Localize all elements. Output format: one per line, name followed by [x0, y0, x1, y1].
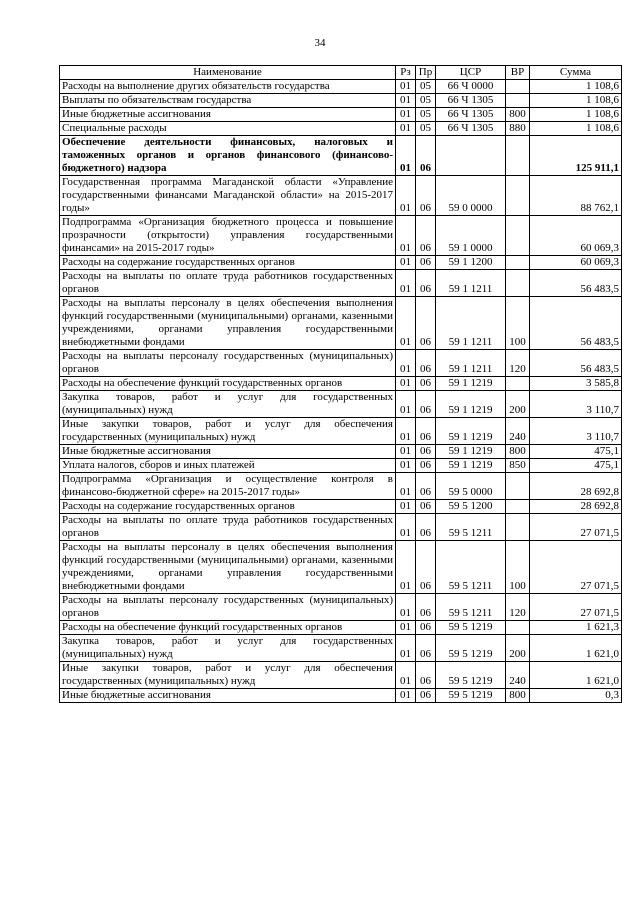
table-row [60, 80, 622, 94]
table-row [60, 391, 622, 418]
cell-pr: 06 [416, 297, 436, 350]
cell-sum: 60 069,3 [530, 216, 622, 256]
cell-pr: 06 [416, 256, 436, 270]
cell-name: Расходы на выплаты по оплате труда работников государственных органов [60, 270, 396, 297]
cell-pr: 05 [416, 80, 436, 94]
table-row [60, 621, 622, 635]
cell-vr [506, 80, 530, 94]
table-row [60, 514, 622, 541]
cell-rz: 01 [396, 514, 416, 541]
cell-pr: 06 [416, 176, 436, 216]
cell-rz: 01 [396, 350, 416, 377]
cell-rz: 01 [396, 297, 416, 350]
cell-vr: 800 [506, 689, 530, 703]
cell-name: Расходы на обеспечение функций государственных органов [60, 377, 396, 391]
cell-pr: 06 [416, 445, 436, 459]
table-row [60, 256, 622, 270]
cell-rz: 01 [396, 108, 416, 122]
cell-vr [506, 94, 530, 108]
cell-csr: 59 5 0000 [436, 473, 506, 500]
budget-table [59, 65, 622, 703]
table-row [60, 689, 622, 703]
cell-sum: 1 108,6 [530, 108, 622, 122]
cell-pr: 06 [416, 662, 436, 689]
table-row [60, 459, 622, 473]
table-row [60, 108, 622, 122]
cell-rz: 01 [396, 689, 416, 703]
cell-sum: 56 483,5 [530, 297, 622, 350]
cell-rz: 01 [396, 459, 416, 473]
cell-csr: 59 5 1219 [436, 662, 506, 689]
cell-pr: 05 [416, 108, 436, 122]
cell-pr: 06 [416, 350, 436, 377]
cell-csr: 59 1 1219 [436, 391, 506, 418]
cell-pr: 06 [416, 391, 436, 418]
cell-rz: 01 [396, 473, 416, 500]
cell-name: Иные закупки товаров, работ и услуг для обеспечения государственных (муниципальных) нужд [60, 662, 396, 689]
column-header-vr: ВР [506, 66, 530, 80]
cell-name: Иные бюджетные ассигнования [60, 445, 396, 459]
cell-name: Расходы на выполнение других обязательств государства [60, 80, 396, 94]
cell-csr: 66 Ч 1305 [436, 122, 506, 136]
table-row [60, 500, 622, 514]
cell-rz: 01 [396, 541, 416, 594]
table-row [60, 94, 622, 108]
column-header-rz: Рз [396, 66, 416, 80]
cell-sum: 1 621,0 [530, 662, 622, 689]
cell-pr: 06 [416, 621, 436, 635]
cell-rz: 01 [396, 270, 416, 297]
table-row [60, 377, 622, 391]
cell-csr: 66 Ч 1305 [436, 108, 506, 122]
cell-name: Расходы на содержание государственных органов [60, 256, 396, 270]
cell-rz: 01 [396, 94, 416, 108]
cell-name: Уплата налогов, сборов и иных платежей [60, 459, 396, 473]
cell-sum: 1 621,3 [530, 621, 622, 635]
cell-vr [506, 216, 530, 256]
cell-pr: 06 [416, 514, 436, 541]
cell-rz: 01 [396, 377, 416, 391]
cell-pr: 06 [416, 418, 436, 445]
cell-pr: 06 [416, 216, 436, 256]
cell-vr: 850 [506, 459, 530, 473]
cell-csr: 59 5 1219 [436, 635, 506, 662]
cell-sum: 27 071,5 [530, 541, 622, 594]
cell-name: Подпрограмма «Организация бюджетного процесса и повышение прозрачности (открытости) управления государственными финансами» на 2015-2017 годы» [60, 216, 396, 256]
cell-pr: 06 [416, 136, 436, 176]
table-row [60, 176, 622, 216]
cell-csr: 59 1 1219 [436, 377, 506, 391]
cell-csr: 59 1 1200 [436, 256, 506, 270]
cell-csr: 59 1 1211 [436, 297, 506, 350]
cell-name: Расходы на выплаты персоналу государственных (муниципальных) органов [60, 350, 396, 377]
cell-vr [506, 473, 530, 500]
table-row [60, 662, 622, 689]
column-header-sum: Сумма [530, 66, 622, 80]
cell-vr [506, 500, 530, 514]
cell-csr: 66 Ч 0000 [436, 80, 506, 94]
cell-rz: 01 [396, 621, 416, 635]
cell-vr [506, 377, 530, 391]
cell-sum: 3 585,8 [530, 377, 622, 391]
cell-sum: 60 069,3 [530, 256, 622, 270]
cell-rz: 01 [396, 635, 416, 662]
cell-csr: 59 1 1219 [436, 418, 506, 445]
cell-sum: 475,1 [530, 459, 622, 473]
table-row [60, 635, 622, 662]
cell-rz: 01 [396, 216, 416, 256]
cell-csr: 59 5 1211 [436, 541, 506, 594]
table-row [60, 350, 622, 377]
cell-name: Иные бюджетные ассигнования [60, 689, 396, 703]
cell-csr: 59 0 0000 [436, 176, 506, 216]
cell-vr: 240 [506, 662, 530, 689]
column-header-csr: ЦСР [436, 66, 506, 80]
cell-sum: 27 071,5 [530, 594, 622, 621]
table-row [60, 445, 622, 459]
cell-pr: 06 [416, 635, 436, 662]
cell-rz: 01 [396, 136, 416, 176]
cell-name: Расходы на выплаты персоналу в целях обеспечения выполнения функций государственными (муниципальными) органами, казенными учреждениями, органами управления государственными внебюджетными фондами [60, 541, 396, 594]
cell-csr [436, 136, 506, 176]
cell-rz: 01 [396, 418, 416, 445]
cell-sum: 56 483,5 [530, 350, 622, 377]
cell-vr: 200 [506, 391, 530, 418]
cell-rz: 01 [396, 445, 416, 459]
cell-vr: 200 [506, 635, 530, 662]
page-number: 34 [314, 37, 326, 49]
cell-pr: 05 [416, 94, 436, 108]
cell-rz: 01 [396, 500, 416, 514]
cell-sum: 1 108,6 [530, 80, 622, 94]
cell-pr: 06 [416, 270, 436, 297]
cell-vr [506, 270, 530, 297]
cell-csr: 59 5 1219 [436, 621, 506, 635]
cell-sum: 88 762,1 [530, 176, 622, 216]
cell-pr: 06 [416, 689, 436, 703]
column-header-name: Наименование [60, 66, 396, 80]
cell-name: Иные бюджетные ассигнования [60, 108, 396, 122]
cell-sum: 1 108,6 [530, 122, 622, 136]
cell-name: Закупка товаров, работ и услуг для государственных (муниципальных) нужд [60, 391, 396, 418]
column-header-pr: Пр [416, 66, 436, 80]
cell-name: Расходы на выплаты персоналу в целях обеспечения выполнения функций государственными (муниципальными) органами, казенными учреждениями, органами управления государственными внебюджетными фондами [60, 297, 396, 350]
cell-sum: 27 071,5 [530, 514, 622, 541]
cell-csr: 59 5 1200 [436, 500, 506, 514]
cell-sum: 1 621,0 [530, 635, 622, 662]
cell-vr: 100 [506, 297, 530, 350]
cell-vr [506, 256, 530, 270]
cell-csr: 59 5 1211 [436, 594, 506, 621]
cell-pr: 06 [416, 500, 436, 514]
cell-name: Подпрограмма «Организация и осуществление контроля в финансово-бюджетной сфере» на 2015-2017 годы» [60, 473, 396, 500]
cell-name: Расходы на содержание государственных органов [60, 500, 396, 514]
table-row [60, 270, 622, 297]
cell-pr: 06 [416, 377, 436, 391]
cell-rz: 01 [396, 662, 416, 689]
cell-sum: 0,3 [530, 689, 622, 703]
cell-csr: 59 5 1219 [436, 689, 506, 703]
table-row [60, 473, 622, 500]
cell-sum: 56 483,5 [530, 270, 622, 297]
cell-vr: 120 [506, 350, 530, 377]
cell-vr: 240 [506, 418, 530, 445]
cell-name: Расходы на обеспечение функций государственных органов [60, 621, 396, 635]
cell-csr: 59 1 1211 [436, 350, 506, 377]
cell-csr: 59 1 1219 [436, 459, 506, 473]
cell-sum: 28 692,8 [530, 473, 622, 500]
cell-name: Расходы на выплаты персоналу государственных (муниципальных) органов [60, 594, 396, 621]
cell-vr [506, 136, 530, 176]
cell-sum: 3 110,7 [530, 418, 622, 445]
cell-rz: 01 [396, 80, 416, 94]
cell-name: Иные закупки товаров, работ и услуг для обеспечения государственных (муниципальных) нужд [60, 418, 396, 445]
cell-pr: 05 [416, 122, 436, 136]
cell-sum: 28 692,8 [530, 500, 622, 514]
table-row [60, 418, 622, 445]
cell-vr [506, 176, 530, 216]
table-row [60, 216, 622, 256]
cell-pr: 06 [416, 594, 436, 621]
cell-csr: 59 1 1211 [436, 270, 506, 297]
table-row [60, 122, 622, 136]
cell-vr [506, 621, 530, 635]
cell-name: Расходы на выплаты по оплате труда работников государственных органов [60, 514, 396, 541]
cell-name: Специальные расходы [60, 122, 396, 136]
cell-name: Обеспечение деятельности финансовых, налоговых и таможенных органов и органов финансового (финансово-бюджетного) надзора [60, 136, 396, 176]
cell-vr: 880 [506, 122, 530, 136]
cell-vr: 100 [506, 541, 530, 594]
table-row [60, 297, 622, 350]
cell-sum: 3 110,7 [530, 391, 622, 418]
cell-name: Государственная программа Магаданской области «Управление государственными финансами Магаданской области» на 2015-2017 годы» [60, 176, 396, 216]
cell-rz: 01 [396, 391, 416, 418]
cell-vr [506, 514, 530, 541]
cell-rz: 01 [396, 176, 416, 216]
cell-csr: 59 5 1211 [436, 514, 506, 541]
table-header-row [60, 66, 622, 80]
cell-vr: 800 [506, 108, 530, 122]
cell-rz: 01 [396, 122, 416, 136]
cell-pr: 06 [416, 459, 436, 473]
cell-pr: 06 [416, 473, 436, 500]
cell-name: Выплаты по обязательствам государства [60, 94, 396, 108]
cell-sum: 125 911,1 [530, 136, 622, 176]
cell-rz: 01 [396, 594, 416, 621]
table-row [60, 136, 622, 176]
cell-vr: 120 [506, 594, 530, 621]
cell-csr: 66 Ч 1305 [436, 94, 506, 108]
cell-sum: 1 108,6 [530, 94, 622, 108]
table-body [60, 80, 622, 703]
cell-pr: 06 [416, 541, 436, 594]
table-row [60, 594, 622, 621]
cell-vr: 800 [506, 445, 530, 459]
cell-csr: 59 1 1219 [436, 445, 506, 459]
cell-csr: 59 1 0000 [436, 216, 506, 256]
cell-rz: 01 [396, 256, 416, 270]
cell-name: Закупка товаров, работ и услуг для государственных (муниципальных) нужд [60, 635, 396, 662]
cell-sum: 475,1 [530, 445, 622, 459]
table-row [60, 541, 622, 594]
